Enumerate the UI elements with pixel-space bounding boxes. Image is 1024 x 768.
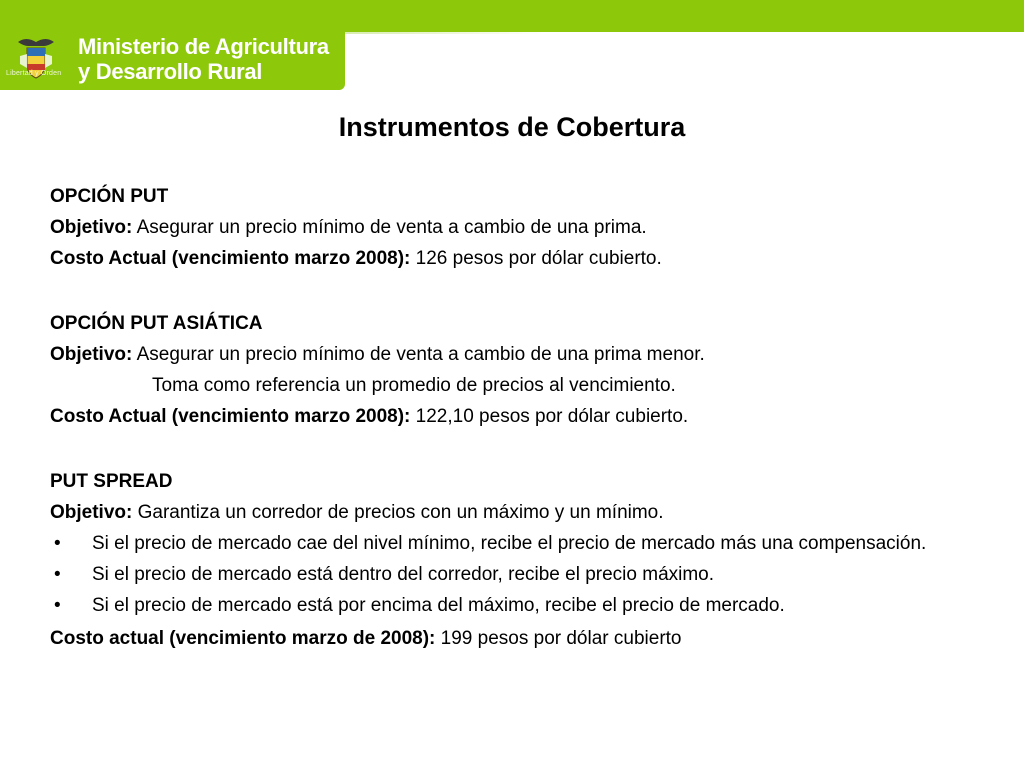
put-spread-heading: PUT SPREAD bbox=[50, 471, 173, 492]
put-asian-cost-text: 122,10 pesos por dólar cubierto. bbox=[410, 406, 689, 427]
list-item-text: Si el precio de mercado cae del nivel mínimo, recibe el precio de mercado más una compensación. bbox=[92, 533, 927, 554]
put-objective-label: Objetivo: bbox=[50, 217, 133, 238]
header-bar bbox=[0, 0, 1024, 32]
put-asian-objective-cont: Toma como referencia un promedio de precios al vencimiento. bbox=[152, 375, 676, 396]
put-objective-text: Asegurar un precio mínimo de venta a cambio de una prima. bbox=[132, 217, 647, 238]
put-objective bbox=[50, 212, 980, 243]
bullet-dot: • bbox=[54, 564, 61, 585]
put-asian-objective bbox=[50, 339, 980, 370]
ministry-name-line1: Ministerio de Agricultura bbox=[78, 34, 329, 59]
bullet-dot: • bbox=[54, 595, 61, 616]
put-cost-label: Costo Actual (vencimiento marzo 2008): bbox=[50, 248, 411, 269]
put-cost bbox=[50, 243, 980, 274]
slide-content bbox=[50, 181, 980, 654]
ministry-name-line2: y Desarrollo Rural bbox=[78, 59, 263, 84]
list-item bbox=[50, 530, 980, 557]
list-item bbox=[50, 592, 980, 619]
put-asian-cost-label: Costo Actual (vencimiento marzo 2008): bbox=[50, 406, 411, 427]
put-spread-cost bbox=[50, 623, 980, 654]
list-item-text: Si el precio de mercado está dentro del corredor, recibe el precio máximo. bbox=[92, 564, 715, 585]
ministry-name bbox=[78, 34, 329, 84]
motto: Libertad y Orden bbox=[6, 70, 62, 77]
put-spread-cost-text: 199 pesos por dólar cubierto bbox=[435, 628, 682, 649]
put-asian-objective-label: Objetivo: bbox=[50, 344, 133, 365]
put-spread-objective bbox=[50, 497, 980, 528]
list-item-text: Si el precio de mercado está por encima del máximo, recibe el precio de mercado. bbox=[92, 595, 785, 616]
list-item bbox=[50, 561, 980, 588]
page-title: Instrumentos de Cobertura bbox=[338, 112, 686, 142]
put-asian-cost bbox=[50, 401, 980, 432]
put-cost-text: 126 pesos por dólar cubierto. bbox=[410, 248, 662, 269]
put-asian-objective-text: Asegurar un precio mínimo de venta a cambio de una prima menor. bbox=[132, 344, 705, 365]
put-spread-objective-text: Garantiza un corredor de precios con un máximo y un mínimo. bbox=[132, 502, 664, 523]
put-asian-heading: OPCIÓN PUT ASIÁTICA bbox=[50, 313, 263, 334]
ministry-logo bbox=[0, 32, 345, 90]
put-spread-cost-label: Costo actual (vencimiento marzo de 2008): bbox=[50, 628, 436, 649]
put-heading: OPCIÓN PUT bbox=[50, 186, 169, 207]
bullet-dot: • bbox=[54, 533, 61, 554]
put-spread-objective-label: Objetivo: bbox=[50, 502, 133, 523]
